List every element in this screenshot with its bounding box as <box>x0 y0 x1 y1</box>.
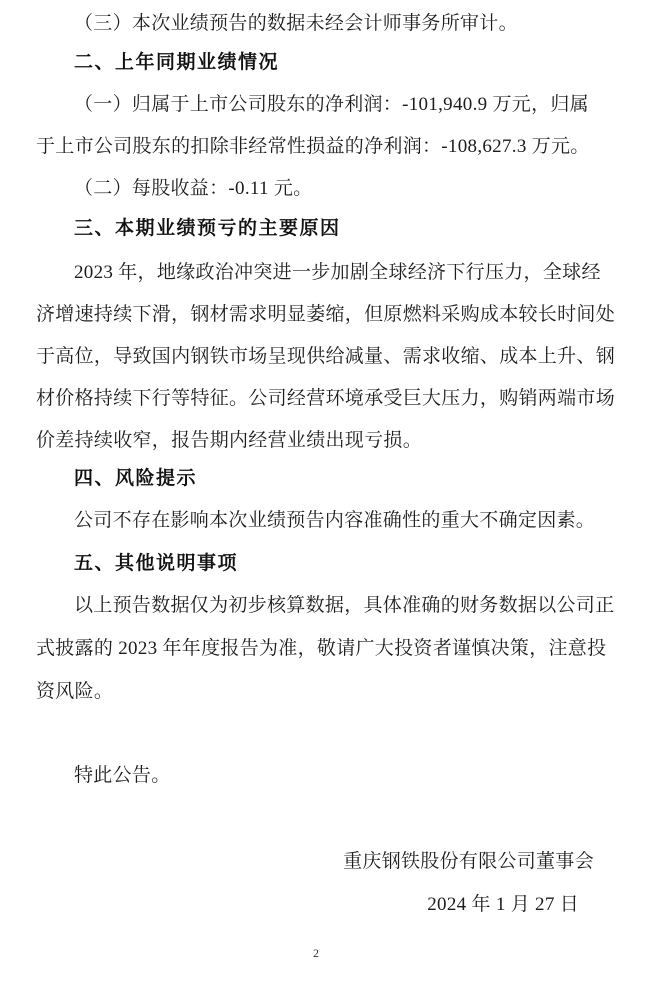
page-number: 2 <box>313 946 319 960</box>
closing-line: 特此公告。 <box>74 765 171 786</box>
section3-line4: 材价格持续下行等特征。公司经营环境承受巨大压力，购销两端市场 <box>36 388 616 409</box>
section3-line2: 济增速持续下滑，钢材需求明显萎缩，但原燃料采购成本较长时间处 <box>36 304 616 325</box>
section3-heading: 三、本期业绩预亏的主要原因 <box>74 218 341 239</box>
section5-line1: 以上预告数据仅为初步核算数据，具体准确的财务数据以公司正 <box>74 595 615 616</box>
section5-line3: 资风险。 <box>36 681 114 702</box>
signature-line: 重庆钢铁股份有限公司董事会 <box>343 851 594 872</box>
section4-line1: 公司不存在影响本次业绩预告内容准确性的重大不确定因素。 <box>74 510 596 531</box>
section3-line3: 于高位，导致国内钢铁市场呈现供给减量、需求收缩、成本上升、钢 <box>36 346 616 367</box>
section2-line1: （一）归属于上市公司股东的净利润：-101,940.9 万元，归属 <box>74 94 589 115</box>
section4-heading: 四、风险提示 <box>74 468 198 489</box>
audit-note-line: （三）本次业绩预告的数据未经会计师事务所审计。 <box>74 13 518 34</box>
section5-line2: 式披露的 2023 年年度报告为准，敬请广大投资者谨慎决策，注意投 <box>36 638 607 659</box>
section2-heading: 二、上年同期业绩情况 <box>74 52 280 73</box>
date-line: 2024 年 1 月 27 日 <box>427 894 579 915</box>
section2-line3: （二）每股收益：-0.11 元。 <box>74 178 313 199</box>
section2-line2: 于上市公司股东的扣除非经常性损益的净利润：-108,627.3 万元。 <box>36 136 590 157</box>
section3-line5: 价差持续收窄，报告期内经营业绩出现亏损。 <box>36 430 423 451</box>
section3-line1: 2023 年，地缘政治冲突进一步加剧全球经济下行压力，全球经 <box>74 262 601 283</box>
section5-heading: 五、其他说明事项 <box>74 553 239 574</box>
